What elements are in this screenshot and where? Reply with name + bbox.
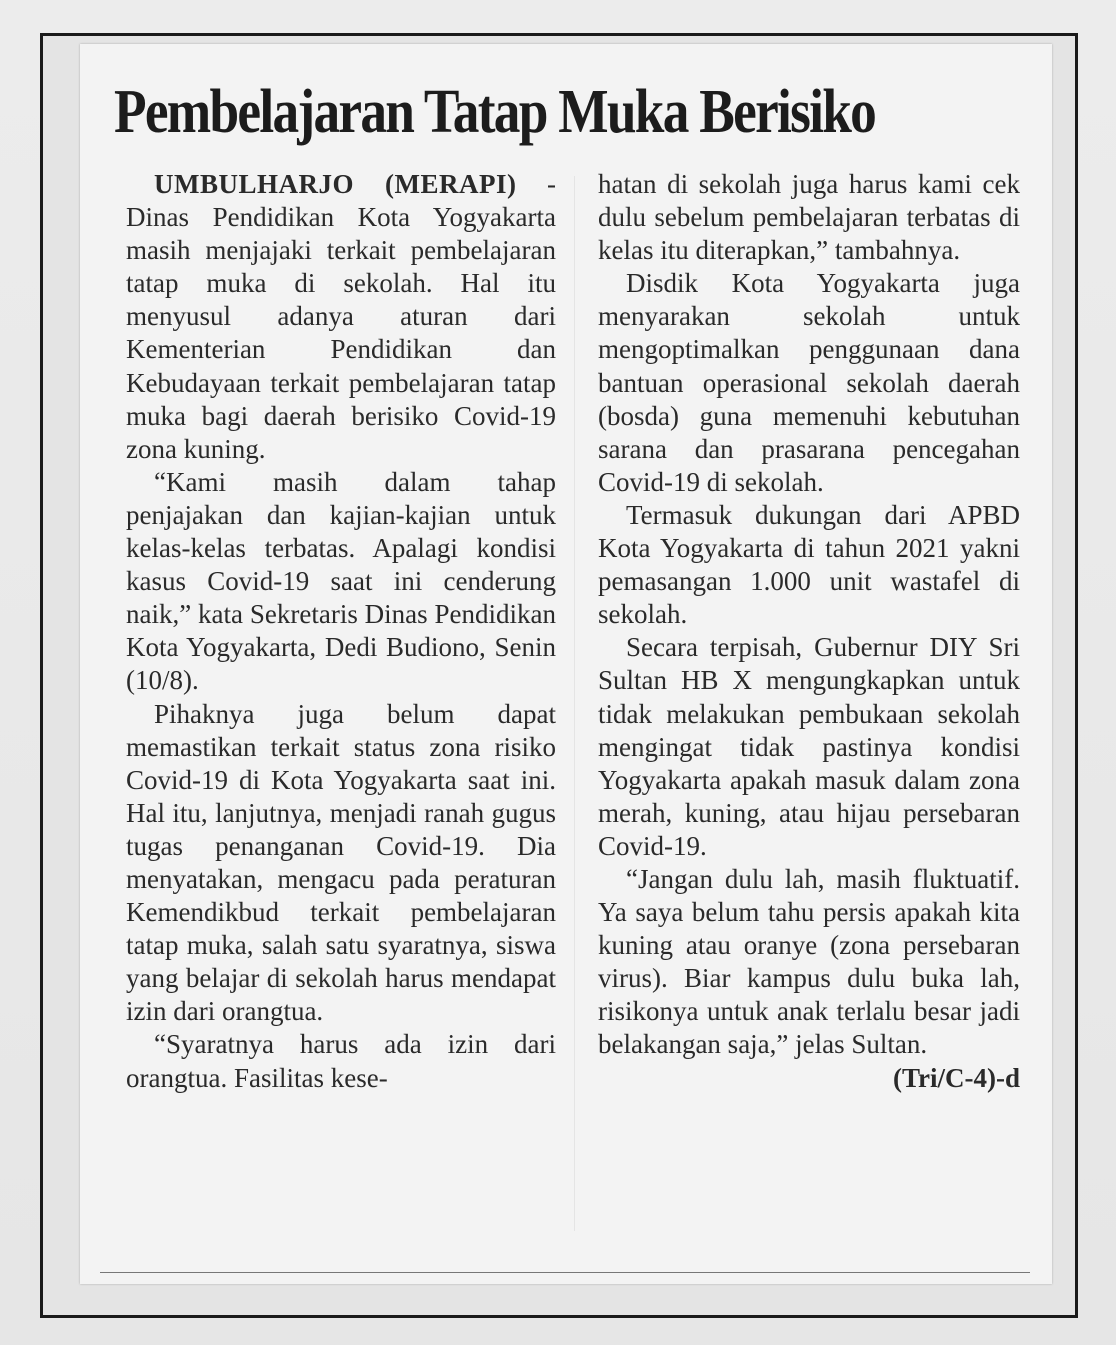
body-paragraph: “Syaratnya harus ada izin dari orangtua. Fasilitas kese- [126,1029,556,1093]
body-paragraph: Termasuk dukungan dari APBD Kota Yogyakarta di tahun 2021 yakni pemasangan 1.000 unit wastafel di sekolah. [598,499,1020,630]
column-gutter [574,176,575,1231]
dateline: UMBULHARJO (MERAPI) [154,169,517,199]
continued-paragraph: hatan di sekolah juga harus kami cek dulu sebelum pembelajaran terbatas di kelas itu diterapkan,” tambahnya. [598,169,1020,266]
article-column-right [598,168,1020,1095]
lead-text: - Dinas Pendidikan Kota Yogyakarta masih menjajaki terkait pembelajaran tatap muka di sekolah. Hal itu menyusul adanya aturan dari Kementerian Pendidikan dan Kebudayaan terkait pembelajaran tatap muka bagi daerah berisiko Covid-19 zona kuning. [126,169,556,464]
body-paragraph: Disdik Kota Yogyakarta juga menyarakan sekolah untuk mengoptimalkan penggunaan dana bantuan operasional sekolah daerah (bosda) guna memenuhi kebutuhan sarana dan prasarana pencegahan Covid-19 di sekolah. [598,268,1020,497]
closing-text: “Jangan dulu lah, masih fluktuatif. Ya saya belum tahu persis apakah kita kuning atau oranye (zona persebaran virus). Biar kampus dulu buka lah, risikonya untuk anak terlalu besar jadi belakangan saja,” jelas Sultan. [598,863,1020,1060]
article-column-left [126,168,556,1095]
body-paragraph: Secara terpisah, Gubernur DIY Sri Sultan HB X mengungkapkan untuk tidak melakukan pembukaan sekolah mengingat tidak pastinya kondisi Yogyakarta apakah masuk dalam zona merah, kuning, atau hijau persebaran Covid-19. [598,632,1020,861]
closing-paragraph [598,863,1020,1093]
clipping-bottom-rule [100,1272,1030,1273]
lead-paragraph [126,168,556,466]
body-paragraph: Pihaknya juga belum dapat memastikan terkait status zona risiko Covid-19 di Kota Yogyakarta saat ini. Hal itu, lanjutnya, menjadi ranah gugus tugas penanganan Covid-19. Dia menyatakan, mengacu pada peraturan Kemendikbud terkait pembelajaran tatap muka, salah satu syaratnya, siswa yang belajar di sekolah harus mendapat izin dari orangtua. [126,698,556,1027]
byline-signoff: (Tri/C-4)-d [893,1062,1020,1093]
article-headline: Pembelajaran Tatap Muka Berisiko [114,78,876,146]
body-paragraph: “Kami masih dalam tahap penjajakan dan kajian-kajian untuk kelas-kelas terbatas. Apalagi kondisi kasus Covid-19 saat ini cenderung naik,” kata Sekretaris Dinas Pendidikan Kota Yogyakarta, Dedi Budiono, Senin (10/8). [126,466,556,696]
